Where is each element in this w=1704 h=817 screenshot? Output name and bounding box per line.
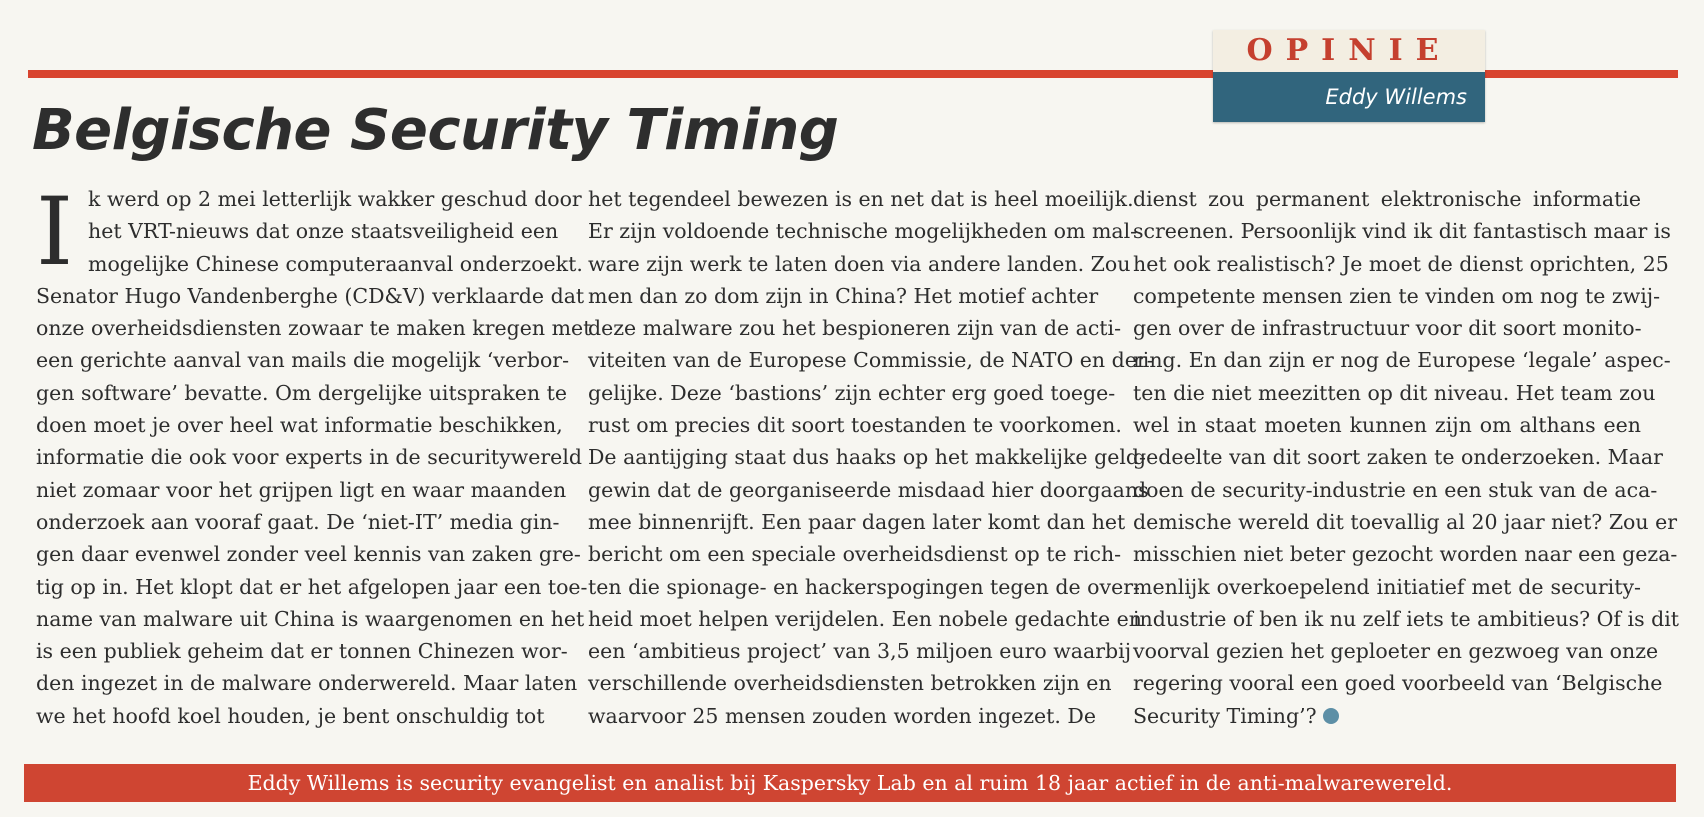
- text-line: doen moet je over heel wat informatie beschikken,: [36, 413, 563, 438]
- author-bio-bar: Eddy Willems is security evangelist en analist bij Kaspersky Lab en al ruim 18 jaar actief in de anti-malwarewereld.: [24, 764, 1676, 802]
- text-line: men dan zo dom zijn in China? Het motief achter: [588, 283, 1099, 308]
- text-line: gedeelte van dit soort zaken te onderzoeken. Maar: [1133, 445, 1663, 470]
- text-line: gelijke. Deze ‘bastions’ zijn echter erg goed toege-: [588, 380, 1116, 405]
- text-line: verschillende overheidsdiensten betrokken zijn en: [588, 671, 1112, 696]
- text-line: het VRT-nieuws dat onze staatsveiligheid een: [88, 219, 559, 244]
- text-line: viteiten van de Europese Commissie, de NATO en der-: [588, 348, 1154, 373]
- text-line: gen daar evenwel zonder veel kennis van zaken gre-: [36, 542, 581, 567]
- text-line-last: [1133, 700, 1641, 732]
- text-line: screenen. Persoonlijk vind ik dit fantastisch maar is: [1133, 219, 1671, 244]
- text-line: het tegendeel bewezen is en net dat is heel moeilijk.: [588, 187, 1134, 211]
- article-headline: Belgische Security Timing: [32, 98, 839, 163]
- text-line: heid moet helpen verijdelen. Een nobele gedachte en: [588, 606, 1142, 631]
- text-line: informatie die ook voor experts in de securitywereld: [36, 445, 582, 470]
- text-line: wel in staat moeten kunnen zijn om althans een: [1133, 413, 1641, 438]
- text-line: menlijk overkoepelend initiatief met de security-: [1133, 574, 1641, 599]
- text-line: den ingezet in de malware onderwereld. Maar laten: [36, 671, 578, 696]
- text-line: een gerichte aanval van mails die mogelijk ‘verbor-: [36, 348, 570, 373]
- text-line: gen software’ bevatte. Om dergelijke uitspraken te: [36, 380, 568, 405]
- text-line: bericht om een speciale overheidsdienst op te rich-: [588, 542, 1122, 567]
- text-line: onze overheidsdiensten zowaar te maken kregen met: [36, 316, 592, 341]
- text-line: is een publiek geheim dat er tonnen Chinezen wor-: [36, 639, 568, 664]
- text-line: demische wereld dit toevallig al 20 jaar niet? Zou er: [1133, 509, 1678, 534]
- text-line: Er zijn voldoende technische mogelijkheden om mal-: [588, 219, 1138, 244]
- text-line: een ‘ambitieus project’ van 3,5 miljoen euro waarbij: [588, 639, 1132, 664]
- text-line: misschien niet beter gezocht worden naar een geza-: [1133, 542, 1678, 567]
- text-line: Senator Hugo Vandenberghe (CD&V) verklaarde dat: [36, 283, 585, 308]
- text-line: doen de security-industrie en een stuk van de aca-: [1133, 477, 1658, 502]
- text-line: onderzoek aan vooraf gaat. De ‘niet-IT’ media gin-: [36, 509, 560, 534]
- text-line: industrie of ben ik nu zelf iets te ambitieus? Of is dit: [1133, 606, 1680, 631]
- section-tag: [1213, 30, 1485, 122]
- text-line: mee binnenrijft. Een paar dagen later komt dan het: [588, 509, 1126, 534]
- text-line: voorval gezien het geploeter en gezwoeg van onze: [1133, 639, 1659, 664]
- text-line: deze malware zou het bespioneren zijn van de acti-: [588, 316, 1122, 341]
- text-line: we het hoofd koel houden, je bent onschuldig tot: [36, 703, 545, 728]
- text-line: ware zijn werk te laten doen via andere landen. Zou: [588, 251, 1131, 276]
- text-line: dienst zou permanent elektronische informatie: [1133, 187, 1641, 211]
- section-label: OPINIE: [1213, 30, 1485, 72]
- text-line: niet zomaar voor het grijpen ligt en waar maanden: [36, 477, 567, 502]
- text-line: regering vooral een goed voorbeeld van ‘Belgische: [1133, 671, 1663, 696]
- text-line: gewin dat de georganiseerde misdaad hier doorgaans: [588, 477, 1149, 502]
- drop-cap: I: [36, 178, 74, 287]
- author-name: Eddy Willems: [1213, 72, 1485, 122]
- text-line: gen over de infrastructuur voor dit soort monito-: [1133, 316, 1642, 341]
- text-line: ten die spionage- en hackerspogingen tegen de over-: [588, 574, 1140, 599]
- article-column-1: [36, 178, 592, 732]
- text-line: ring. En dan zijn er nog de Europese ‘legale’ aspec-: [1133, 348, 1671, 373]
- text-line: rust om precies dit soort toestanden te voorkomen.: [588, 413, 1122, 438]
- article-column-2: [588, 183, 1154, 732]
- text-line: mogelijke Chinese computeraanval onderzoekt.: [88, 251, 583, 276]
- text-line: competente mensen zien te vinden om nog te zwij-: [1133, 283, 1661, 308]
- text-line: waarvoor 25 mensen zouden worden ingezet. De: [588, 703, 1096, 728]
- text-line: het ook realistisch? Je moet de dienst oprichten, 25: [1133, 251, 1669, 276]
- text-line: tig op in. Het klopt dat er het afgelopen jaar een toe-: [36, 574, 588, 599]
- article-column-3: [1133, 183, 1680, 732]
- text-line: De aantijging staat dus haaks op het makkelijke geld-: [588, 445, 1146, 470]
- end-of-article-icon: [1323, 708, 1339, 724]
- text-line: ten die niet meezitten op dit niveau. Het team zou: [1133, 380, 1656, 405]
- closing-text: Security Timing’?: [1133, 703, 1317, 728]
- text-line: k werd op 2 mei letterlijk wakker geschud door: [88, 187, 582, 211]
- text-line: name van malware uit China is waargenomen en het: [36, 606, 585, 631]
